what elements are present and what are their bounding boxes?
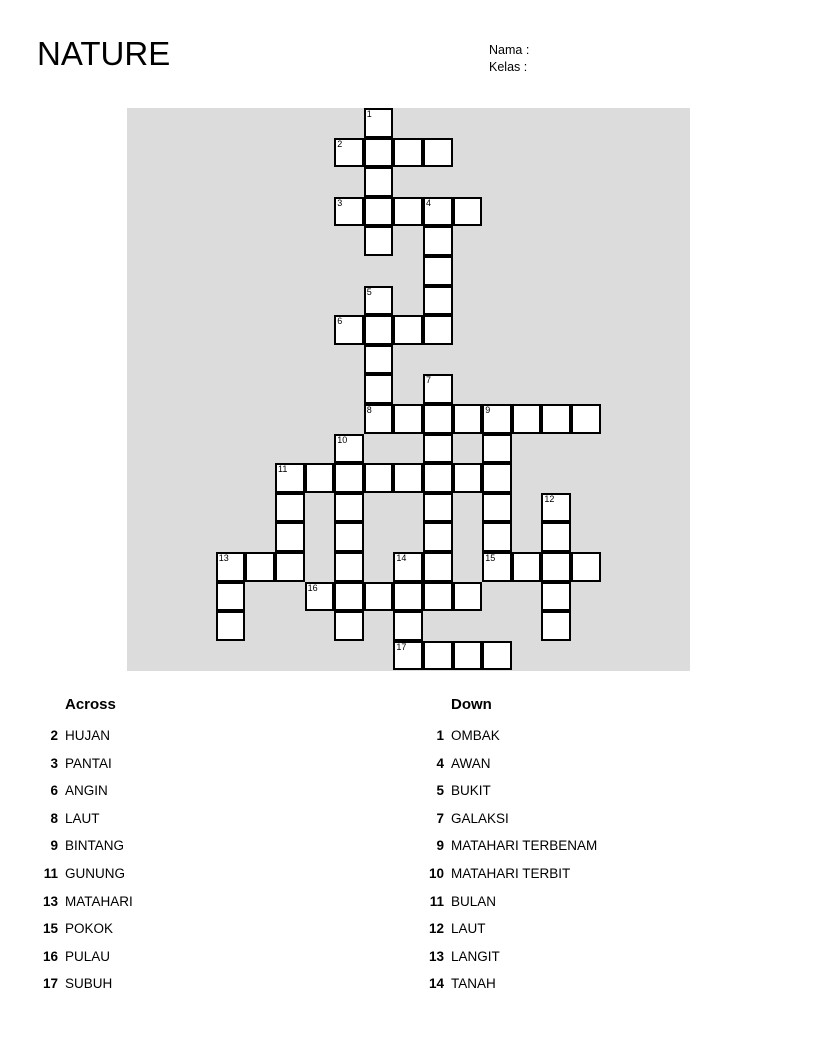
clue-number: 1 <box>366 109 372 119</box>
grid-cell[interactable] <box>423 138 453 168</box>
clue-text: PULAU <box>65 948 111 964</box>
grid-cell[interactable] <box>393 315 423 345</box>
grid-cell[interactable] <box>482 493 512 523</box>
down-clue <box>416 915 796 943</box>
clue-text: MATAHARI TERBIT <box>451 865 571 881</box>
across-clue <box>30 750 390 778</box>
grid-cell[interactable] <box>393 138 423 168</box>
clue-text: AWAN <box>451 755 491 771</box>
grid-cell[interactable] <box>541 552 571 582</box>
grid-cell[interactable] <box>423 552 453 582</box>
clue-number: 2 <box>337 138 343 149</box>
crossword-grid <box>127 108 690 671</box>
clue-text: LAUT <box>65 810 100 826</box>
clue-text: BINTANG <box>65 838 125 854</box>
grid-cell[interactable] <box>453 641 483 671</box>
down-clue <box>416 805 796 833</box>
clue-number: 5 <box>436 783 444 799</box>
grid-cell[interactable] <box>571 404 601 434</box>
across-heading: Across <box>65 696 116 713</box>
across-clue <box>30 943 390 971</box>
across-clues <box>30 694 390 998</box>
grid-cell[interactable] <box>541 404 571 434</box>
clue-number: 12 <box>428 921 444 937</box>
down-clue <box>416 943 796 971</box>
clue-text: MATAHARI TERBENAM <box>451 838 598 854</box>
clue-number: 11 <box>43 865 58 881</box>
grid-cell[interactable] <box>423 522 453 552</box>
grid-cell[interactable] <box>423 404 453 434</box>
grid-cell[interactable] <box>541 522 571 552</box>
across-clue <box>30 777 390 805</box>
grid-cell[interactable] <box>393 552 423 582</box>
grid-cell[interactable] <box>423 256 453 286</box>
grid-cell[interactable] <box>216 552 246 582</box>
down-clue <box>416 860 796 888</box>
grid-cell[interactable] <box>541 582 571 612</box>
clue-number: 4 <box>426 197 432 208</box>
down-clue <box>416 777 796 805</box>
grid-cell[interactable] <box>423 286 453 316</box>
across-clue <box>30 888 390 916</box>
clue-number: 14 <box>428 976 444 992</box>
clue-number: 1 <box>436 728 444 743</box>
clue-number: 12 <box>544 493 555 504</box>
clue-text: POKOK <box>65 921 114 937</box>
clue-number: 14 <box>396 553 407 563</box>
grid-cell[interactable] <box>393 611 423 641</box>
clue-number: 16 <box>42 948 58 964</box>
grid-cell[interactable] <box>571 552 601 582</box>
grid-cell[interactable] <box>393 582 423 612</box>
across-clue <box>30 805 390 833</box>
grid-cell[interactable] <box>364 582 394 612</box>
grid-cell[interactable] <box>364 374 394 404</box>
clue-text: TANAH <box>451 976 496 992</box>
grid-cell[interactable] <box>423 315 453 345</box>
clue-number: 4 <box>436 755 444 771</box>
grid-cell[interactable] <box>334 434 364 464</box>
clue-number: 9 <box>50 838 58 854</box>
grid-cell[interactable] <box>482 522 512 552</box>
down-clue <box>416 832 796 860</box>
grid-cell[interactable] <box>423 582 453 612</box>
across-clue <box>30 915 390 943</box>
across-clue <box>30 860 390 888</box>
grid-cell[interactable] <box>364 226 394 256</box>
clue-text: PANTAI <box>65 755 112 771</box>
grid-cell[interactable] <box>216 611 246 641</box>
grid-cell[interactable] <box>453 404 483 434</box>
clue-text: GALAKSI <box>451 810 509 826</box>
grid-cell[interactable] <box>512 552 542 582</box>
grid-cell[interactable] <box>216 582 246 612</box>
clue-number: 10 <box>428 865 444 881</box>
grid-cell[interactable] <box>364 404 394 434</box>
clue-text: BUKIT <box>451 783 491 799</box>
across-clue <box>30 722 390 750</box>
down-heading: Down <box>451 696 492 713</box>
clue-number: 16 <box>307 582 318 593</box>
grid-cell[interactable] <box>364 463 394 493</box>
grid-cell[interactable] <box>275 552 305 582</box>
grid-cell[interactable] <box>393 404 423 434</box>
clue-text: OMBAK <box>451 728 500 743</box>
grid-cell[interactable] <box>541 611 571 641</box>
grid-cell[interactable] <box>512 404 542 434</box>
grid-cell[interactable] <box>334 463 364 493</box>
grid-cell[interactable] <box>453 463 483 493</box>
grid-cell[interactable] <box>482 552 512 582</box>
grid-cell[interactable] <box>423 493 453 523</box>
student-info <box>489 42 529 76</box>
grid-cell[interactable] <box>334 582 364 612</box>
grid-cell[interactable] <box>334 197 364 227</box>
grid-cell[interactable] <box>334 611 364 641</box>
clue-text: ANGIN <box>65 783 108 799</box>
grid-cell[interactable] <box>334 138 364 168</box>
clue-number: 15 <box>485 553 496 563</box>
clue-number: 3 <box>337 197 343 208</box>
grid-cell[interactable] <box>275 463 305 493</box>
grid-cell[interactable] <box>423 374 453 404</box>
down-clues <box>416 694 796 998</box>
grid-cell[interactable] <box>482 434 512 464</box>
clue-text: HUJAN <box>65 728 111 743</box>
down-clue <box>416 750 796 778</box>
name-label: Nama : <box>489 43 530 57</box>
clue-number: 13 <box>428 948 444 964</box>
grid-cell[interactable] <box>393 197 423 227</box>
grid-cell[interactable] <box>423 463 453 493</box>
grid-cell[interactable] <box>423 434 453 464</box>
class-label: Kelas : <box>489 60 528 74</box>
grid-cell[interactable] <box>482 404 512 434</box>
clue-number: 3 <box>50 755 58 771</box>
grid-cell[interactable] <box>453 582 483 612</box>
clue-number: 9 <box>436 838 444 854</box>
clue-text: GUNUNG <box>65 865 125 881</box>
across-clue <box>30 832 390 860</box>
clue-number: 10 <box>337 434 348 445</box>
clue-text: SUBUH <box>65 976 113 992</box>
grid-cell[interactable] <box>541 493 571 523</box>
grid-cell[interactable] <box>364 108 394 138</box>
grid-cell[interactable] <box>482 463 512 493</box>
down-clue <box>416 970 796 998</box>
grid-cell[interactable] <box>364 345 394 375</box>
clue-number: 8 <box>50 810 58 826</box>
clue-number: 9 <box>485 405 491 415</box>
grid-cell[interactable] <box>334 493 364 523</box>
grid-cell[interactable] <box>393 463 423 493</box>
grid-cell[interactable] <box>334 522 364 552</box>
clue-number: 5 <box>366 286 372 297</box>
clue-number: 13 <box>218 553 229 563</box>
grid-cell[interactable] <box>364 167 394 197</box>
clue-number: 7 <box>426 375 432 386</box>
grid-cell[interactable] <box>423 197 453 227</box>
clue-text: BULAN <box>451 893 497 909</box>
grid-cell[interactable] <box>364 315 394 345</box>
grid-cell[interactable] <box>334 315 364 345</box>
grid-cell[interactable] <box>305 582 335 612</box>
clue-number: 11 <box>278 464 288 475</box>
grid-cell[interactable] <box>364 286 394 316</box>
grid-cell[interactable] <box>393 641 423 671</box>
grid-cell[interactable] <box>275 493 305 523</box>
page-title: NATURE <box>37 35 171 72</box>
across-clue <box>30 970 390 998</box>
clue-number: 13 <box>42 893 58 909</box>
grid-cell[interactable] <box>275 522 305 552</box>
clue-number: 11 <box>429 893 444 909</box>
clue-text: LAUT <box>451 921 486 937</box>
grid-cell[interactable] <box>453 197 483 227</box>
clue-number: 15 <box>42 921 58 937</box>
clue-number: 6 <box>337 316 343 327</box>
grid-cell[interactable] <box>482 641 512 671</box>
clue-text: LANGIT <box>451 948 500 964</box>
clue-number: 2 <box>50 728 58 743</box>
clue-number: 6 <box>50 783 58 799</box>
grid-cell[interactable] <box>245 552 275 582</box>
clue-number: 8 <box>366 405 372 415</box>
down-clue <box>416 888 796 916</box>
grid-cell[interactable] <box>334 552 364 582</box>
grid-cell[interactable] <box>364 138 394 168</box>
clue-number: 7 <box>436 810 444 826</box>
clue-number: 17 <box>396 641 407 652</box>
grid-cell[interactable] <box>364 197 394 227</box>
grid-cell[interactable] <box>423 641 453 671</box>
clue-text: MATAHARI <box>65 893 133 909</box>
clue-number: 17 <box>42 976 58 992</box>
grid-cell[interactable] <box>305 463 335 493</box>
grid-cell[interactable] <box>423 226 453 256</box>
down-clue <box>416 722 796 750</box>
